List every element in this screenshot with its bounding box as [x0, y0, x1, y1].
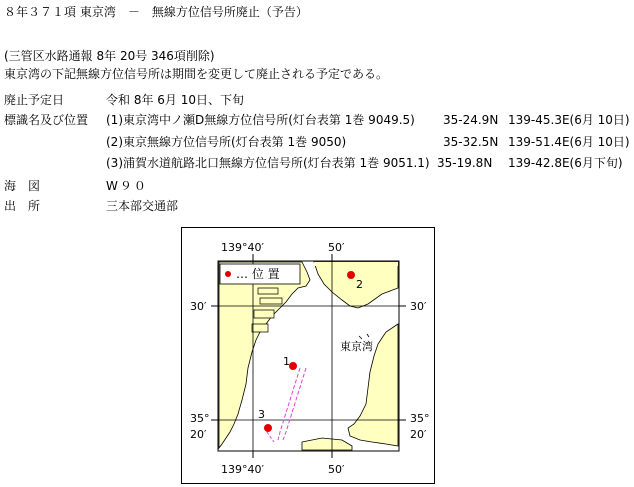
source-label: 出 所: [4, 199, 41, 213]
position-label: 標識名及び位置: [4, 113, 89, 127]
station-3-lat: 35-19.8N: [437, 156, 493, 170]
station-3-lon: 139-42.8E(6月下旬): [508, 156, 623, 170]
marker-3-label: 3: [258, 408, 265, 421]
map-canvas: [182, 228, 434, 483]
tick-label-right-1: 30′: [410, 300, 427, 313]
marker-1: [289, 362, 297, 370]
station-2-lon: 139-51.4E(6月 10日): [508, 135, 630, 149]
place-label: 東京湾: [340, 340, 373, 353]
date-label: 廃止予定日: [4, 93, 65, 107]
chart-label: 海 図: [4, 179, 41, 193]
tick-label-right-3: 20′: [410, 428, 427, 441]
summary-text: 東京湾の下記無線方位信号所は期間を変更して廃止される予定である。: [4, 67, 389, 81]
station-1-lon: 139-45.3E(6月 10日): [508, 113, 630, 127]
station-2-lat: 35-32.5N: [443, 135, 499, 149]
chart-value: W９０: [106, 179, 148, 193]
page-title: ８年３７１項 東京湾 － 無線方位信号所廃止（予告）: [4, 5, 308, 19]
marker-1-label: 1: [283, 355, 290, 368]
tick-label-left-1: 30′: [190, 300, 207, 313]
reference-note: (三管区水路通報 8年 20号 346項削除): [4, 49, 215, 63]
station-3-name: (3)浦賀水道航路北口無線方位信号所(灯台表第 1巻 9051.1): [106, 156, 430, 170]
tick-label-bottom-2: 50′: [328, 463, 345, 476]
marker-2: [347, 271, 355, 279]
date-value: 令和 8年 6月 10日、下旬: [106, 93, 244, 107]
tick-label-left-2: 35°: [190, 412, 210, 425]
tick-label-bottom-1: 139°40′: [221, 463, 264, 476]
station-1-name: (1)東京湾中ノ瀬D無線方位信号所(灯台表第 1巻 9049.5): [106, 113, 415, 127]
source-value: 三本部交通部: [106, 199, 179, 213]
tick-label-top-1: 139°40′: [221, 241, 264, 254]
tick-label-left-3: 20′: [190, 428, 207, 441]
location-map: [181, 227, 435, 484]
legend-text: … 位 置: [236, 267, 280, 281]
station-2-name: (2)東京無線方位信号所(灯台表第 1巻 9050): [106, 135, 347, 149]
land-frame-top: [314, 262, 398, 266]
marker-3: [264, 424, 272, 432]
tick-label-right-2: 35°: [410, 412, 430, 425]
marker-2-label: 2: [356, 278, 363, 291]
station-1-lat: 35-24.9N: [443, 113, 499, 127]
tick-label-top-2: 50′: [328, 241, 345, 254]
legend-marker-icon: [225, 271, 231, 277]
